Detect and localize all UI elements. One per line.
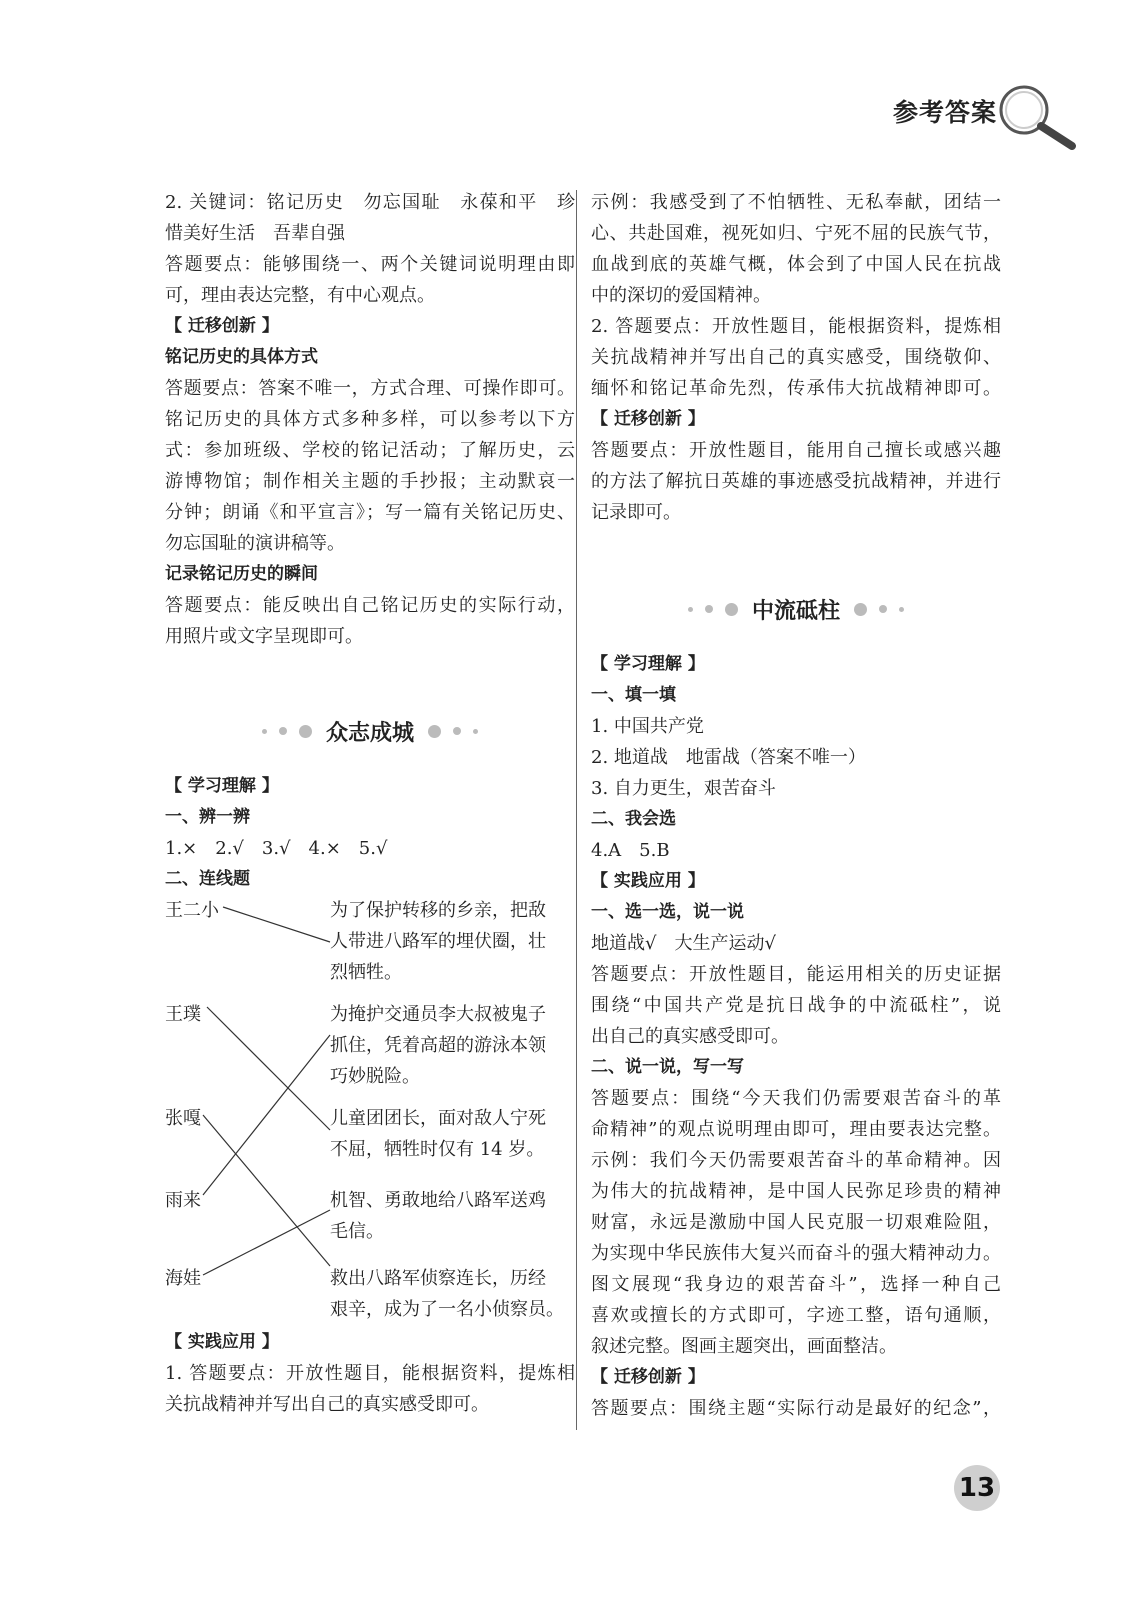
- match-name: 张嘎: [165, 1108, 201, 1129]
- question-label: 一、填一填: [591, 685, 676, 705]
- column-divider: [576, 190, 577, 1430]
- text-line: 出自己的真实感受即可。: [591, 1026, 789, 1047]
- text-line: 游博物馆；制作相关主题的手抄报；主动默哀一: [165, 471, 575, 492]
- text-line: 的方法了解抗日英雄的事迹感受抗战精神，并进行: [591, 471, 1001, 492]
- text-line: 缅怀和铭记革命先烈，传承伟大抗战精神即可。: [591, 378, 1001, 399]
- text-line: 答题要点：围绕主题“实际行动是最好的纪念”，: [591, 1398, 1001, 1419]
- text-line: 惜美好生活 吾辈自强: [165, 223, 345, 244]
- text-line: 命精神”的观点说明理由即可，理由要表达完整。: [591, 1119, 1001, 1140]
- section-title: [165, 705, 575, 757]
- section-title: [591, 583, 1001, 635]
- text-line: 式：参加班级、学校的铭记活动；了解历史，云: [165, 440, 575, 461]
- text-line: 示例：我感受到了不怕牺牲、无私奉献，团结一: [591, 192, 1001, 213]
- question-label: 一、辨一辨: [165, 807, 250, 827]
- text-line: 围绕“中国共产党是抗日战争的中流砥柱”，说: [591, 995, 1001, 1016]
- text-line: 答题要点：开放性题目，能用自己擅长或感兴趣: [591, 440, 1001, 461]
- section-label-migrate: 【 迁移创新 】: [165, 316, 279, 336]
- section-label-study: 【 学习理解 】: [165, 776, 279, 796]
- text-line: 示例：我们今天仍需要艰苦奋斗的革命精神。因: [591, 1150, 1001, 1171]
- section-label-study: 【 学习理解 】: [591, 654, 705, 674]
- text-line: 1. 答题要点：开放性题目，能根据资料，提炼相: [165, 1363, 575, 1384]
- answer-line: 4.A 5.B: [591, 840, 670, 861]
- right-column: [591, 187, 1001, 1424]
- text-line: 2. 答题要点：开放性题目，能根据资料，提炼相: [591, 316, 1001, 337]
- page-number: 13: [954, 1465, 1000, 1511]
- section-label-migrate: 【 迁移创新 】: [591, 409, 705, 429]
- decor-dots: [262, 725, 312, 738]
- decor-dots: [854, 603, 904, 616]
- subheading: 铭记历史的具体方式: [165, 347, 318, 367]
- text-line: 财富，永远是激励中国人民克服一切艰难险阻，: [591, 1212, 1001, 1233]
- text-line: 答题要点：能反映出自己铭记历史的实际行动，: [165, 595, 575, 616]
- match-desc: 救出八路军侦察连长，历经 艰辛，成为了一名小侦察员。: [330, 1268, 564, 1320]
- section-title-text: 中流砥柱: [751, 598, 840, 624]
- text-line: 喜欢或擅长的方式即可，字迹工整，语句通顺，: [591, 1305, 1001, 1326]
- text-line: 关抗战精神并写出自己的真实感受，围绕敬仰、: [591, 347, 1001, 368]
- text-line: 分钟；朗诵《和平宣言》；写一篇有关铭记历史、: [165, 502, 575, 523]
- text-line: 心、共赴国难，视死如归、宁死不屈的民族气节，: [591, 223, 1001, 244]
- text-line: 血战到底的英雄气概，体会到了中国人民在抗战: [591, 254, 1001, 275]
- text-line: 为实现中华民族伟大复兴而奋斗的强大精神动力。: [591, 1243, 1001, 1264]
- question-label: 二、连线题: [165, 869, 250, 889]
- decor-dots: [428, 725, 478, 738]
- text-line: 记录即可。: [591, 502, 681, 523]
- text-line: 勿忘国耻的演讲稿等。: [165, 533, 345, 554]
- text-line: 铭记历史的具体方式多种多样，可以参考以下方: [165, 409, 575, 430]
- section-label-practice: 【 实践应用 】: [591, 871, 705, 891]
- match-name: 海娃: [165, 1268, 201, 1289]
- section-label-practice: 【 实践应用 】: [165, 1332, 279, 1352]
- answer-line: 地道战√ 大生产运动√: [591, 933, 776, 954]
- text-line: 可，理由表达完整，有中心观点。: [165, 285, 435, 306]
- section-title-text: 众志成城: [325, 720, 414, 746]
- text-line: 答题要点：开放性题目，能运用相关的历史证据: [591, 964, 1001, 985]
- question-label: 一、选一选，说一说: [591, 902, 744, 922]
- magnifier-icon: [994, 80, 1080, 152]
- left-column: [165, 187, 575, 1420]
- answer-line: 1.× 2.√ 3.√ 4.× 5.√: [165, 838, 388, 859]
- match-desc: 为了保护转移的乡亲，把敌 人带进八路军的埋伏圈，壮 烈牺牲。: [330, 900, 546, 983]
- header-title: 参考答案: [893, 98, 998, 127]
- decor-dots: [688, 603, 738, 616]
- matching-exercise: [165, 895, 575, 1327]
- text-line: 图文展现“我身边的艰苦奋斗”，选择一种自己: [591, 1274, 1001, 1295]
- text-line: 中的深切的爱国精神。: [591, 285, 771, 306]
- subheading: 记录铭记历史的瞬间: [165, 564, 318, 584]
- question-label: 二、我会选: [591, 809, 676, 829]
- text-line: 2. 关键词：铭记历史 勿忘国耻 永葆和平 珍: [165, 192, 575, 213]
- section-label-migrate: 【 迁移创新 】: [591, 1367, 705, 1387]
- answer-line: 2. 地道战 地雷战（答案不唯一）: [591, 747, 866, 768]
- match-name: 雨来: [165, 1190, 201, 1211]
- text-line: 为伟大的抗战精神，是中国人民弥足珍贵的精神: [591, 1181, 1001, 1202]
- match-desc: 为掩护交通员李大叔被鬼子 抓住，凭着高超的游泳本领 巧妙脱险。: [330, 1004, 546, 1087]
- text-line: 用照片或文字呈现即可。: [165, 626, 363, 647]
- text-line: 答题要点：答案不唯一，方式合理、可操作即可。: [165, 378, 575, 399]
- text-line: 答题要点：围绕“今天我们仍需要艰苦奋斗的革: [591, 1088, 1001, 1109]
- text-line: 答题要点：能够围绕一、两个关键词说明理由即: [165, 254, 575, 275]
- text-line: 关抗战精神并写出自己的真实感受即可。: [165, 1394, 489, 1415]
- match-desc: 儿童团团长，面对敌人宁死 不屈，牺牲时仅有 14 岁。: [330, 1108, 546, 1160]
- match-name: 王二小: [165, 900, 219, 921]
- match-name: 王璞: [165, 1004, 201, 1025]
- match-desc: 机智、勇敢地给八路军送鸡 毛信。: [330, 1190, 546, 1242]
- answer-line: 1. 中国共产党: [591, 716, 704, 737]
- text-line: 叙述完整。图画主题突出，画面整洁。: [591, 1336, 897, 1357]
- answer-line: 3. 自力更生，艰苦奋斗: [591, 778, 776, 799]
- question-label: 二、说一说，写一写: [591, 1057, 744, 1077]
